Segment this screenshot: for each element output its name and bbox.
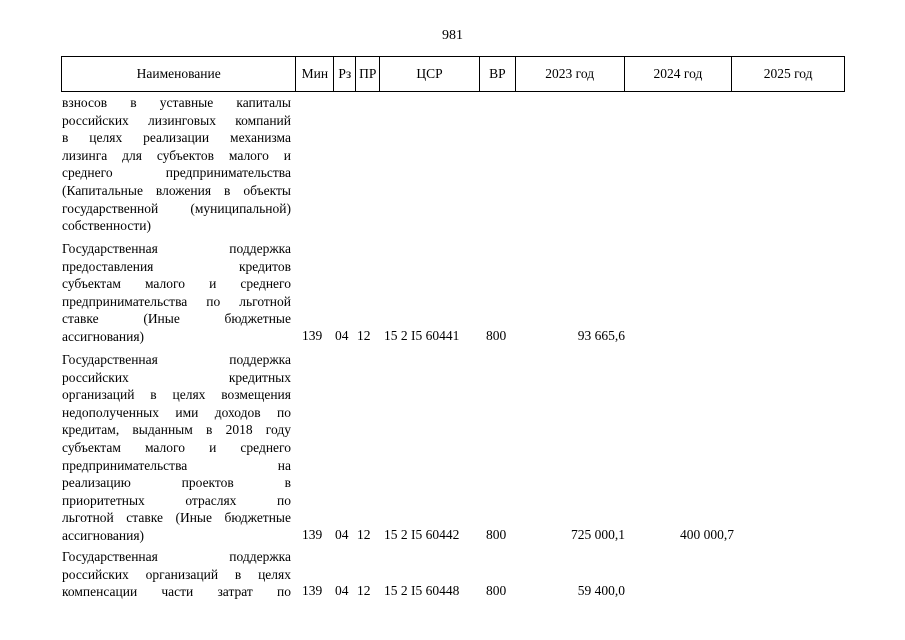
- header-vr: ВР: [480, 57, 516, 91]
- header-rz: Рз: [334, 57, 356, 91]
- header-name: Наименование: [62, 57, 296, 91]
- name-line: реализацию проектов в: [62, 475, 291, 491]
- cell-2024: 400 000,7: [680, 527, 734, 542]
- cell-2023: 93 665,6: [577, 328, 625, 343]
- cell-vr: 800: [486, 583, 507, 598]
- row-name: [62, 351, 291, 545]
- name-line: в целях реализации механизма: [62, 130, 291, 146]
- name-line: предпринимательства по льготной: [62, 293, 291, 309]
- name-line: компенсации части затрат по: [62, 584, 291, 600]
- cell-pr: 12: [357, 328, 371, 343]
- name-line: ассигнования): [62, 527, 145, 543]
- header-2025: 2025 год: [763, 66, 813, 81]
- cell-csr: 15 2 I5 60441: [384, 328, 460, 343]
- cell-rz: 04: [335, 583, 349, 598]
- cell-rz: 04: [335, 328, 349, 343]
- cell-min: 139: [302, 583, 323, 598]
- name-line: приоритетных отраслях по: [62, 492, 291, 508]
- name-line: взносов в уставные капиталы: [62, 95, 291, 110]
- cell-2023: 725 000,1: [571, 527, 625, 542]
- page-number: 981: [442, 28, 463, 43]
- name-line: субъектам малого и среднего: [62, 276, 291, 292]
- header-2024: 2024 год: [625, 57, 733, 91]
- header-2023: 2023 год: [516, 57, 625, 91]
- name-line: недополученных ими доходов по: [62, 404, 291, 420]
- name-line: Государственная поддержка: [62, 352, 291, 367]
- cell-min: 139: [302, 328, 323, 343]
- name-line: ставке (Иные бюджетные: [62, 311, 291, 327]
- name-line: среднего предпринимательства: [62, 165, 291, 181]
- cell-min: 139: [302, 527, 323, 542]
- name-line: льготной ставке (Иные бюджетные: [62, 510, 291, 526]
- name-line: организаций в целях возмещения: [62, 387, 291, 403]
- header-pr: ПР: [356, 57, 380, 91]
- name-line: государственной (муниципальной): [62, 200, 291, 216]
- name-line: ассигнования): [62, 328, 145, 344]
- name-line: (Капитальные вложения в объекты: [62, 182, 291, 198]
- cell-pr: 12: [357, 583, 371, 598]
- name-line: российских кредитных: [62, 369, 291, 385]
- cell-2023: 59 400,0: [577, 583, 625, 598]
- name-line: собственности): [62, 218, 151, 234]
- name-line: российских лизинговых компаний: [62, 112, 291, 128]
- name-line: субъектам малого и среднего: [62, 439, 291, 455]
- name-line: российских организаций в целях: [62, 566, 291, 582]
- row-name: [62, 548, 291, 601]
- cell-csr: 15 2 I5 60442: [384, 527, 460, 542]
- cell-rz: 04: [335, 527, 349, 542]
- name-line: Государственная поддержка: [62, 549, 291, 564]
- cell-vr: 800: [486, 527, 507, 542]
- header-csr: ЦСР: [380, 57, 480, 91]
- name-line: предпринимательства на: [62, 457, 291, 473]
- cell-vr: 800: [486, 328, 507, 343]
- row-name: [62, 240, 291, 346]
- name-line: Государственная поддержка: [62, 241, 291, 256]
- name-line: лизинга для субъектов малого и: [62, 147, 291, 163]
- name-line: предоставления кредитов: [62, 258, 291, 274]
- cell-csr: 15 2 I5 60448: [384, 583, 460, 598]
- row-name: [62, 94, 291, 235]
- header-min: Мин: [296, 57, 334, 91]
- table-header: [61, 56, 845, 92]
- cell-pr: 12: [357, 527, 371, 542]
- name-line: кредитам, выданным в 2018 году: [62, 422, 291, 438]
